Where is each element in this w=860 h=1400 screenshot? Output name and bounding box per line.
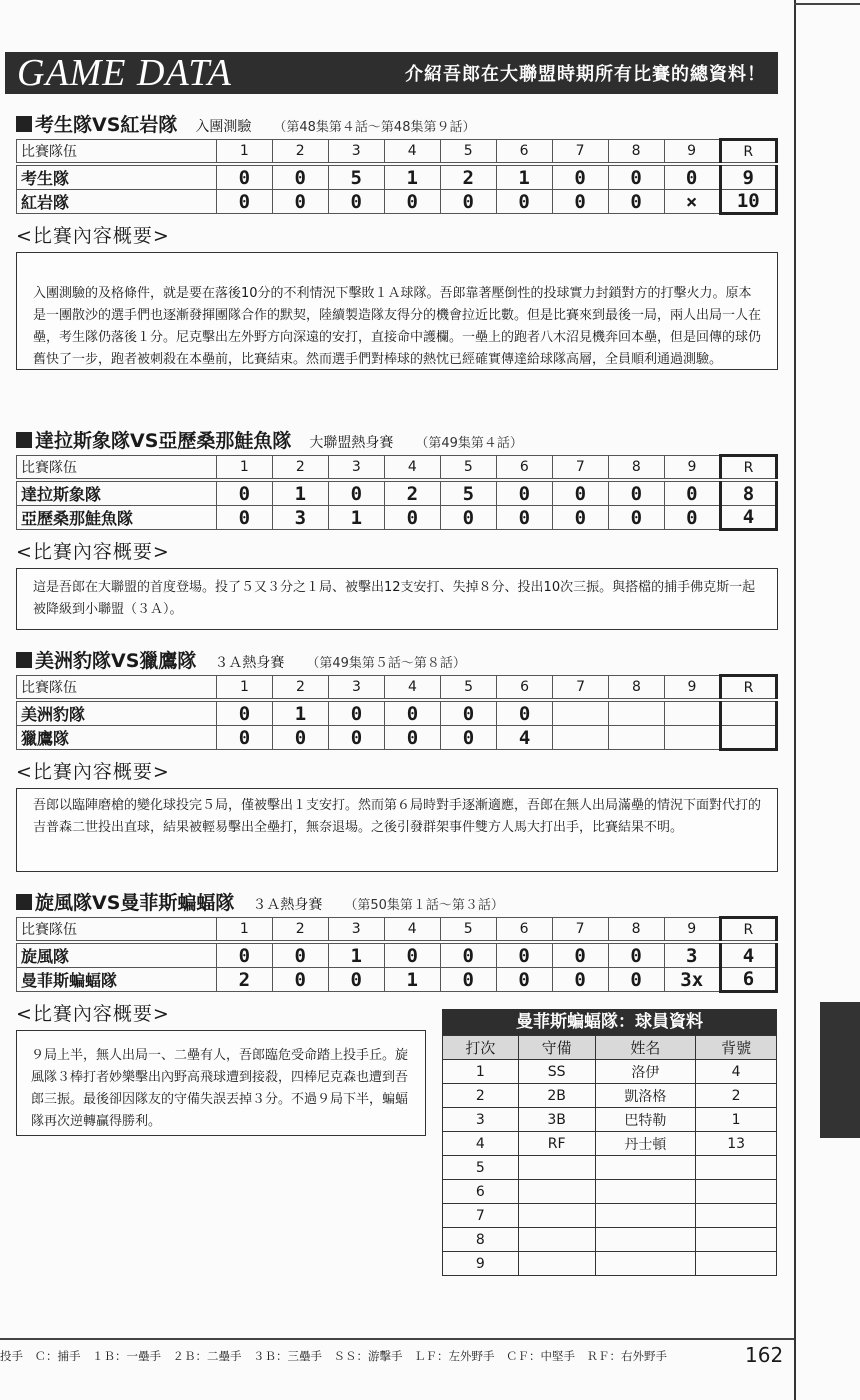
game-type: ３Ａ熱身賽	[252, 897, 323, 913]
game-section-2	[16, 426, 778, 630]
team-row: 旋風隊 0 0 1 0 0 0 0 0 3 4	[17, 944, 777, 968]
roster-table	[442, 1035, 777, 1276]
team-row: 獵鷹隊 0 0 0 0 0 4	[17, 726, 777, 750]
position-legend: 投手 Ｃ：捕手 １Ｂ：一壘手 ２Ｂ：二壘手 ３Ｂ：三壘手 ＳＳ：游擊手 ＬＦ：左外野手 ＣＦ：中堅手 ＲＦ：右外野手	[0, 1349, 667, 1363]
matchup: 旋風隊VS曼菲斯蝙蝠隊	[35, 892, 235, 914]
game-title	[16, 888, 778, 912]
roster-row: 1 SS 洛伊 4	[443, 1060, 777, 1084]
roster-title: 曼菲斯蝙蝠隊：球員資料	[442, 1009, 777, 1035]
matchup: 達拉斯象隊VS亞歷桑那鮭魚隊	[35, 430, 292, 452]
banner-title: GAME DATA	[17, 52, 232, 94]
runs-total: 4	[720, 506, 776, 530]
summary-heading: <比賽內容概要>	[16, 761, 170, 783]
square-bullet-icon	[16, 894, 32, 910]
episode-range: （第49集第５話～第８話）	[306, 656, 466, 671]
game-type: 入團測驗	[195, 119, 252, 135]
episode-range: （第48集第４話～第48集第９話）	[273, 120, 476, 135]
team-row: 達拉斯象隊 0 1 0 2 5 0 0 0 0 8	[17, 482, 777, 506]
episode-range: （第50集第１話～第３話）	[344, 898, 504, 913]
roster-row: 8	[443, 1228, 777, 1252]
roster-row: 6	[443, 1180, 777, 1204]
scoreboard	[16, 454, 778, 531]
summary-box: 這是吾郎在大聯盟的首度登場。投了５又３分之１局、被擊出12支安打、失掉８分、投出10次三振。與搭檔的捕手佛克斯一起被降級到小聯盟（３Ａ）。	[16, 568, 778, 630]
square-bullet-icon	[16, 432, 32, 448]
square-bullet-icon	[16, 652, 32, 668]
matchup: 考生隊VS紅岩隊	[35, 114, 178, 136]
team-row: 紅岩隊 0 0 0 0 0 0 0 0 × 10	[17, 190, 777, 214]
team-name: 達拉斯象隊	[17, 482, 217, 506]
square-bullet-icon	[16, 116, 32, 132]
team-name: 旋風隊	[17, 944, 217, 968]
episode-range: （第49集第４話）	[415, 436, 523, 451]
runs-total: 6	[720, 968, 776, 992]
scoreboard	[16, 138, 778, 215]
game-type: 大聯盟熱身賽	[309, 435, 394, 451]
summary-box: ９局上半，無人出局一、二壘有人，吾郎臨危受命踏上投手丘。旋風隊３棒打者妙樂擊出內野高飛球遭到接殺，四棒尼克森也遭到吾郎三振。最後卻因隊友的守備失誤丟掉３分。不過９局下半，蝙蝠隊再次逆轉贏得勝利。	[16, 1030, 426, 1136]
summary-box: 入團測驗的及格條件，就是要在落後10分的不利情況下擊敗１Ａ球隊。吾郎靠著壓倒性的投球實力封鎖對方的打擊火力。原本是一團散沙的選手們也逐漸發揮團隊合作的默契，陸續製造隊友得分的機會拉近比數。但是比賽來到最後一局，兩人出局一人在壘，考生隊仍落後１分。尼克擊出左外野方向深遠的安打，直接命中護欄。一壘上的跑者八木沼見機奔回本壘，但是回傳的球仍舊快了一步，跑者被刺殺在本壘前，比賽結束。然而選手們對棒球的熱忱已經確實傳達給球隊高層，全員順利通過測驗。	[16, 252, 778, 370]
banner-subtitle: 介紹吾郎在大聯盟時期所有比賽的總資料！	[405, 64, 766, 85]
team-name: 獵鷹隊	[17, 726, 217, 750]
header-label: 比賽隊伍	[17, 676, 217, 699]
summary-heading: <比賽內容概要>	[16, 225, 170, 247]
header-label: 比賽隊伍	[17, 456, 217, 479]
runs-total: 9	[720, 166, 776, 190]
runs-total: 8	[720, 482, 776, 506]
roster-row: 4 RF 丹士頓 13	[443, 1132, 777, 1156]
game-title	[16, 110, 778, 134]
scoreboard	[16, 674, 778, 751]
scoreboard	[16, 916, 778, 993]
team-name: 紅岩隊	[17, 190, 217, 214]
runs-total: 10	[720, 190, 776, 214]
chapter-tab	[820, 1002, 860, 1138]
summary-heading: <比賽內容概要>	[16, 1003, 170, 1025]
game-section-3	[16, 646, 778, 872]
roster-row: 3 3B 巴特勒 1	[443, 1108, 777, 1132]
team-name: 曼菲斯蝙蝠隊	[17, 968, 217, 992]
roster-row: 9	[443, 1252, 777, 1276]
scoreboard-header: 比賽隊伍 1 2 3 4 5 6 7 8 9 R	[17, 918, 777, 941]
header-label: 比賽隊伍	[17, 918, 217, 941]
header-label: 比賽隊伍	[17, 140, 217, 163]
team-row: 曼菲斯蝙蝠隊 2 0 0 1 0 0 0 0 3x 6	[17, 968, 777, 992]
team-row: 亞歷桑那鮭魚隊 0 3 1 0 0 0 0 0 0 4	[17, 506, 777, 530]
matchup: 美洲豹隊VS獵鷹隊	[35, 650, 197, 672]
roster-header: 打次 守備 姓名 背號	[443, 1036, 777, 1060]
game-section-1	[16, 110, 778, 370]
team-name: 考生隊	[17, 166, 217, 190]
roster-row: 5	[443, 1156, 777, 1180]
team-name: 美洲豹隊	[17, 702, 217, 726]
page-number: 162	[745, 1343, 784, 1367]
game-type: ３Ａ熱身賽	[214, 655, 285, 671]
team-name: 亞歷桑那鮭魚隊	[17, 506, 217, 530]
game-title	[16, 426, 778, 450]
runs-total: 4	[720, 944, 776, 968]
runs-total	[720, 726, 776, 750]
scoreboard-header: 比賽隊伍 1 2 3 4 5 6 7 8 9 R	[17, 676, 777, 699]
scoreboard-header: 比賽隊伍 1 2 3 4 5 6 7 8 9 R	[17, 456, 777, 479]
team-row: 考生隊 0 0 5 1 2 1 0 0 0 9	[17, 166, 777, 190]
runs-total	[720, 702, 776, 726]
roster-row: 7	[443, 1204, 777, 1228]
footer-rule	[0, 1338, 794, 1340]
roster-panel	[442, 1009, 777, 1276]
banner	[5, 52, 778, 94]
top-edge-rule	[794, 3, 860, 5]
summary-heading: <比賽內容概要>	[16, 541, 170, 563]
roster-row: 2 2B 凱洛格 2	[443, 1084, 777, 1108]
game-title	[16, 646, 778, 670]
scoreboard-header: 比賽隊伍 1 2 3 4 5 6 7 8 9 R	[17, 140, 777, 163]
summary-box: 吾郎以臨陣磨槍的變化球投完５局，僅被擊出１支安打。然而第６局時對手逐漸適應，吾郎在無人出局滿壘的情況下面對代打的吉普森二世投出直球，結果被輕易擊出全壘打，無奈退場。之後引發群架事件雙方人馬大打出手，比賽結果不明。	[16, 788, 778, 872]
page-edge-rule	[794, 0, 796, 1400]
team-row: 美洲豹隊 0 1 0 0 0 0	[17, 702, 777, 726]
